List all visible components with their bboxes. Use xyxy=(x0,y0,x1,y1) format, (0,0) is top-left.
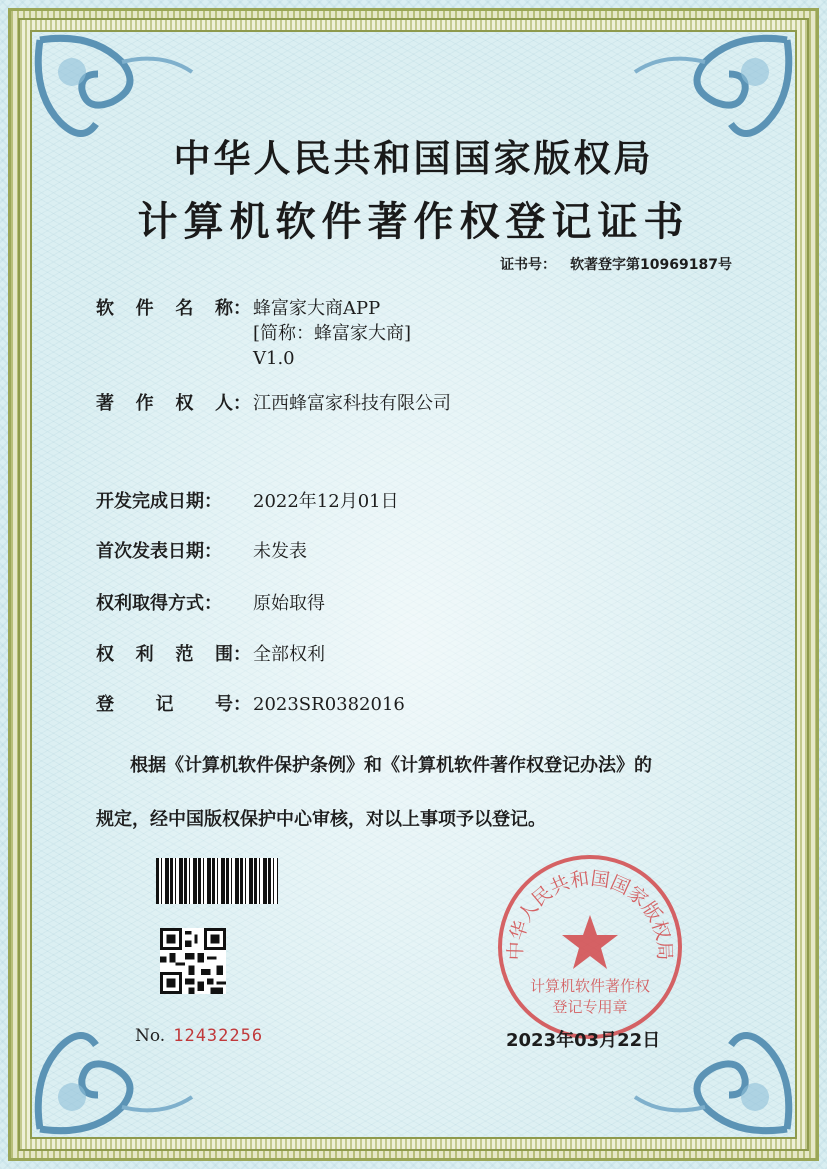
issuer-title: 中华人民共和国国家版权局 xyxy=(173,137,654,180)
certificate-number-value: 软著登字第10969187号 xyxy=(570,257,732,273)
version-value: V1.0 xyxy=(253,348,295,369)
statement-line-1: 根据《计算机软件保护条例》和《计算机软件著作权登记办法》的 xyxy=(130,755,652,776)
issue-date: 2023年03月22日 xyxy=(506,1030,661,1051)
certificate-number-label: 证书号： xyxy=(500,257,557,273)
serial-value: 12432256 xyxy=(173,1026,264,1046)
completion-date-label: 开发完成日期： xyxy=(96,491,222,512)
seal-line-2: 登记专用章 xyxy=(552,998,628,1016)
owner-value: 江西蜂富家科技有限公司 xyxy=(253,393,451,414)
scope-label: 权 利 范 围： xyxy=(96,644,251,665)
acquisition-value: 原始取得 xyxy=(253,593,325,614)
seal-line-1: 计算机软件著作权 xyxy=(529,977,650,995)
qr-code xyxy=(160,928,226,994)
owner-label: 著 作 权 人： xyxy=(96,393,251,414)
registration-number-value: 2023SR0382016 xyxy=(253,694,405,715)
first-publish-value: 未发表 xyxy=(253,541,307,562)
acquisition-label: 权利取得方式： xyxy=(96,593,222,614)
certificate-title: 计算机软件著作权登记证书 xyxy=(137,199,690,245)
completion-date-value: 2022年12月01日 xyxy=(253,491,399,512)
short-name-value: [简称：蜂富家大商] xyxy=(253,323,412,344)
star-icon xyxy=(562,915,618,969)
serial-number xyxy=(135,1026,263,1046)
software-name-label: 软 件 名 称： xyxy=(96,298,251,319)
registration-number-label: 登 记 号： xyxy=(96,694,251,715)
serial-prefix: No. xyxy=(135,1026,166,1046)
certificate-number xyxy=(500,254,732,274)
barcode xyxy=(156,858,278,904)
statement-line-2: 规定，经中国版权保护中心审核，对以上事项予以登记。 xyxy=(96,809,546,830)
seal-ring-text: 中华人民共和国国家版权局 xyxy=(504,867,676,961)
first-publish-label: 首次发表日期： xyxy=(96,541,222,562)
scope-value: 全部权利 xyxy=(253,644,325,665)
software-name-value: 蜂富家大商APP xyxy=(253,298,381,319)
